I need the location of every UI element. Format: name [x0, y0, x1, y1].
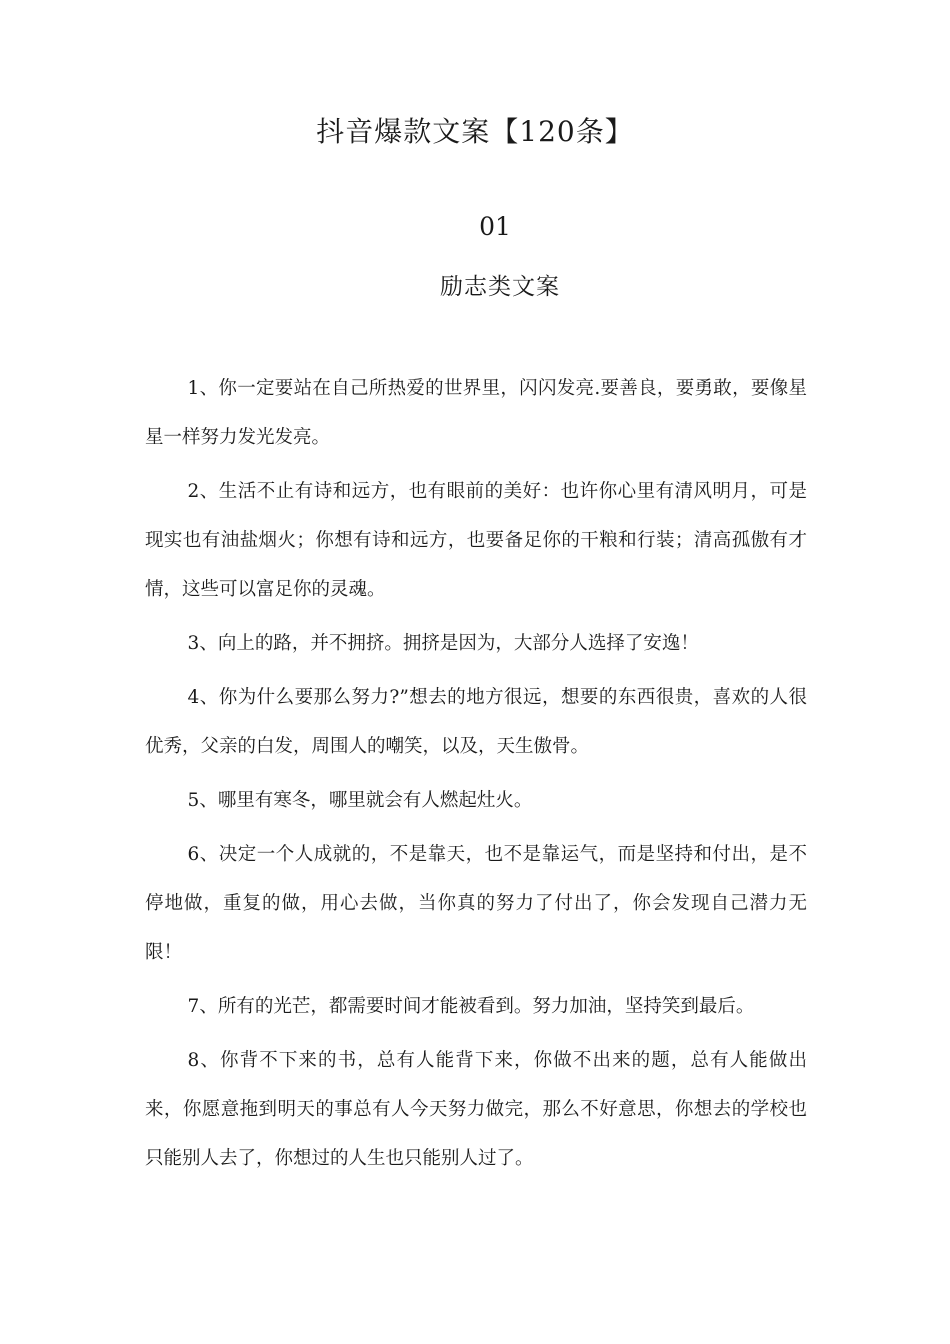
- body-text: [145, 364, 807, 1188]
- section-title: 励志类文案: [440, 274, 560, 300]
- paragraph: 6、决定一个人成就的，不是靠天，也不是靠运气，而是坚持和付出，是不停地做，重复的做，用心去做，当你真的努力了付出了，你会发现自己潜力无限！: [145, 844, 807, 963]
- paragraph: 4、你为什么要那么努力?”想去的地方很远，想要的东西很贵，喜欢的人很优秀，父亲的白发，周围人的嘲笑，以及，天生傲骨。: [145, 687, 807, 757]
- section-number: 01: [479, 212, 511, 241]
- paragraph: 1、你一定要站在自己所热爱的世界里，闪闪发亮.要善良，要勇敢，要像星星一样努力发光发亮。: [145, 378, 807, 448]
- paragraph: 5、哪里有寒冬，哪里就会有人燃起灶火。: [187, 790, 533, 811]
- paragraph: 2、生活不止有诗和远方，也有眼前的美好：也许你心里有清风明月，可是现实也有油盐烟火；你想有诗和远方，也要备足你的干粮和行装；清高孤傲有才情，这些可以富足你的灵魂。: [145, 481, 807, 600]
- document-title: 抖音爆款文案【120条】: [316, 115, 634, 148]
- paragraph: 3、向上的路，并不拥挤。拥挤是因为，大部分人选择了安逸！: [187, 633, 699, 654]
- paragraph: 7、所有的光芒，都需要时间才能被看到。努力加油，坚持笑到最后。: [187, 996, 755, 1017]
- paragraph: 8、你背不下来的书，总有人能背下来，你做不出来的题，总有人能做出来，你愿意拖到明天的事总有人今天努力做完，那么不好意思，你想去的学校也只能别人去了，你想过的人生也只能别人过了。: [145, 1050, 807, 1169]
